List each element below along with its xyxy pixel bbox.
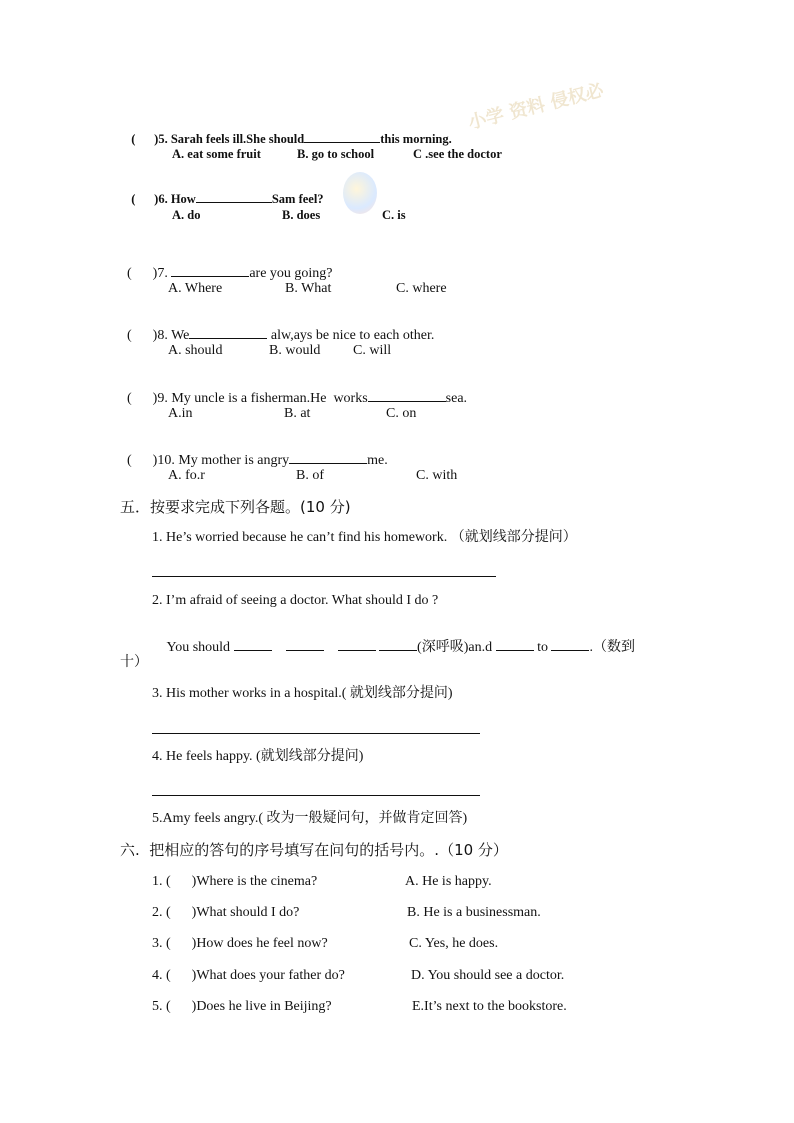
q10-stem-a: My mother is angry: [174, 453, 290, 468]
s6-question-5: 5. ( )Does he live in Beijing?: [152, 999, 332, 1014]
q7-option-c: C. where: [396, 281, 447, 296]
section-5-title: 五．按要求完成下列各题。(10 分): [120, 498, 351, 516]
q5-option-a: A. eat some fruit: [172, 147, 261, 161]
q8-option-c: C. will: [353, 343, 392, 358]
s6-answer-b: B. He is a businessman.: [407, 905, 541, 920]
s5-blank-5[interactable]: [496, 639, 534, 651]
q5-option-b: B. go to school: [297, 147, 375, 161]
s5-item-5: 5.Amy feels angry.( 改为一般疑问句，并做肯定回答): [152, 811, 468, 826]
q8-option-a: A. should: [168, 343, 223, 358]
q8-stem-a: We: [167, 328, 190, 343]
q7-option-a: A. Where: [168, 281, 223, 296]
s5-item-3: 3. His mother works in a hospital.( 就划线部分提问): [152, 686, 453, 701]
q7-stem-b: are you going?: [249, 266, 333, 281]
s5-blank-4[interactable]: [379, 639, 417, 651]
s5-you-should: You should: [166, 640, 231, 655]
s5-item-2: 2. I’m afraid of seeing a doctor. What should I do ?: [152, 593, 439, 608]
s5-blank-3[interactable]: [338, 639, 376, 651]
s6-answer-d: D. You should see a doctor.: [411, 968, 565, 983]
question-8: [120, 313, 434, 343]
s5-answer-line-4[interactable]: [152, 795, 480, 796]
q6-option-b: B. does: [282, 208, 321, 222]
question-10: [120, 438, 388, 468]
q7-blank[interactable]: [171, 265, 249, 277]
q6-stem-b: Sam feel?: [271, 191, 324, 206]
s6-question-3: 3. ( )How does he feel now?: [152, 936, 328, 951]
q5-stem-b: this morning.: [380, 131, 452, 146]
s5-answer-line-3[interactable]: [152, 733, 480, 734]
s6-answer-c: C. Yes, he does.: [409, 936, 499, 951]
q9-option-a: A.in: [168, 406, 193, 421]
s5-item-4: 4. He feels happy. (就划线部分提问): [152, 749, 364, 764]
q6-paren: ( )6.: [131, 191, 168, 206]
q10-option-b: B. of: [296, 468, 324, 483]
q8-option-b: B. would: [269, 343, 321, 358]
s6-question-1: 1. ( )Where is the cinema?: [152, 874, 318, 889]
s6-question-2: 2. ( )What should I do?: [152, 905, 300, 920]
question-9: [120, 376, 467, 406]
s5-blank-2[interactable]: [286, 639, 324, 651]
q8-blank[interactable]: [189, 327, 267, 339]
s5-answer-line-1[interactable]: [152, 576, 496, 577]
q5-paren: ( )5.: [131, 131, 168, 146]
question-5: [125, 118, 452, 145]
section-6-title: 六. 把相应的答句的序号填写在问句的括号内。.（10 分）: [120, 841, 508, 859]
s5-item-1: 1. He’s worried because he can’t find his homework. （就划线部分提问）: [152, 530, 577, 545]
q9-paren: ( )9.: [127, 391, 168, 406]
s6-answer-e: E.It’s next to the bookstore.: [412, 999, 567, 1014]
q9-stem-b: sea.: [445, 391, 468, 406]
q10-blank[interactable]: [289, 452, 367, 464]
q5-option-c: C .see the doctor: [413, 147, 502, 161]
q10-option-c: C. with: [416, 468, 458, 483]
q5-stem-a: Sarah feels ill.She should: [167, 131, 305, 146]
q10-paren: ( )10.: [127, 453, 175, 468]
q7-paren: ( )7.: [127, 266, 168, 281]
s5-to: to: [537, 640, 548, 655]
q8-paren: ( )8.: [127, 328, 168, 343]
s6-question-4: 4. ( )What does your father do?: [152, 968, 345, 983]
s5-blank-1[interactable]: [234, 639, 272, 651]
q9-blank[interactable]: [368, 390, 446, 402]
s5-count: .（数到: [589, 640, 635, 655]
question-7: [120, 251, 333, 281]
s6-answer-a: A. He is happy.: [405, 874, 492, 889]
q6-blank[interactable]: [196, 191, 272, 203]
q9-option-b: B. at: [284, 406, 311, 421]
q10-option-a: A. fo.r: [168, 468, 205, 483]
q6-option-c: C. is: [382, 208, 406, 222]
q6-stem-a: How: [167, 191, 196, 206]
q10-stem-b: me.: [367, 453, 388, 468]
q7-option-b: B. What: [285, 281, 332, 296]
q9-stem-a: My uncle is a fisherman.He works: [167, 391, 368, 406]
s5-blank-6[interactable]: [551, 639, 589, 651]
q8-stem-b: alw,ays be nice to each other.: [267, 328, 435, 343]
q9-option-c: C. on: [386, 406, 417, 421]
q6-option-a: A. do: [172, 208, 201, 222]
s5-deep-breath: (深呼吸)an.d: [417, 640, 493, 655]
question-6: [125, 178, 324, 205]
s5-item-2-fill: [160, 625, 635, 655]
watermark-logo: [343, 172, 377, 214]
s5-item-2-wrap: 十）: [120, 655, 148, 670]
q5-blank[interactable]: [304, 131, 380, 143]
watermark: 小学 资料 侵权必: [466, 79, 606, 134]
